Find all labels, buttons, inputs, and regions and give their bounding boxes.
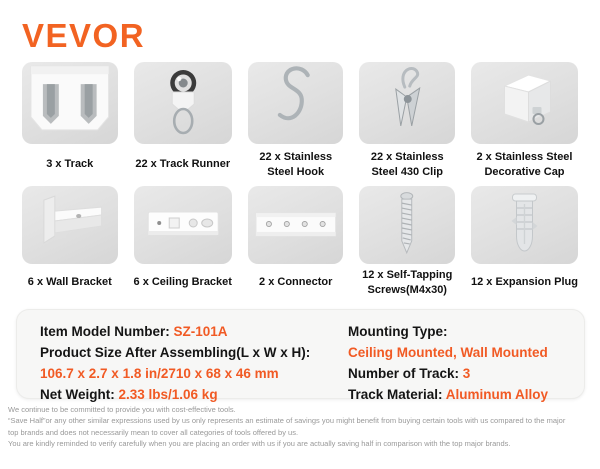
stainless-steel-hook-image	[248, 62, 344, 144]
part-label: 12 x Self-Tapping	[362, 268, 453, 281]
part-label: Steel Hook	[267, 166, 325, 178]
part-label: 22 x Stainless	[259, 150, 333, 163]
decorative-cap-image	[471, 62, 578, 144]
spec-mounting-type-label: Mounting Type:	[348, 324, 448, 339]
part-stainless-steel-hook	[248, 62, 344, 186]
part-wall-bracket	[22, 186, 118, 302]
spec-product-size-label: Product Size After Assembling(L x W x H):	[40, 345, 311, 360]
expansion-plug-image	[471, 186, 578, 264]
part-track	[22, 62, 118, 186]
vevor-logo: VEVOR	[22, 17, 146, 54]
part-label: 22 x Track Runner	[135, 158, 231, 171]
self-tapping-screws-image	[359, 186, 455, 264]
disclaimer-line: top brands and does not necessarily mean to cover all categories of tools offered by us.	[8, 427, 299, 437]
part-label: 22 x Stainless	[370, 150, 444, 163]
stainless-steel-430-clip-image	[359, 62, 455, 144]
part-connector	[248, 186, 344, 302]
part-ceiling-bracket	[134, 186, 232, 302]
part-label: Steel 430 Clip	[371, 166, 444, 178]
vevor-parts-infographic	[0, 19, 600, 450]
spec-box	[16, 309, 585, 402]
part-label: 2 x Connector	[259, 276, 333, 289]
parts-grid	[0, 62, 600, 302]
spec-column-right	[348, 321, 584, 405]
part-expansion-plug	[471, 186, 578, 302]
part-label: 6 x Ceiling Bracket	[133, 276, 232, 289]
connector-image	[248, 186, 344, 264]
part-label: Screws(M4x30)	[367, 284, 447, 296]
spec-mounting-type-value: Ceiling Mounted, Wall Mounted	[348, 345, 548, 360]
part-track-runner	[134, 62, 232, 186]
spec-track-material: Track Material: Aluminum Alloy	[348, 387, 549, 402]
part-label: 2 x Stainless Steel	[476, 150, 573, 163]
disclaimer-line: We continue to be committed to provide you with cost-effective tools.	[8, 405, 236, 414]
disclaimer-line: You are kindly reminded to verify carefully when you are placing an order with us if you are actually saving half in comparison with the top major brands.	[8, 439, 511, 449]
part-label: 6 x Wall Bracket	[27, 276, 112, 289]
spec-number-of-track: Number of Track: 3	[348, 366, 471, 381]
part-stainless-steel-430-clip	[359, 62, 455, 186]
track-image	[22, 62, 118, 144]
part-label: 12 x Expansion Plug	[471, 276, 578, 289]
ceiling-bracket-image	[134, 186, 232, 264]
spec-column-left	[40, 321, 348, 405]
part-label: 3 x Track	[46, 158, 94, 171]
spec-net-weight: Net Weight: 2.33 lbs/1.06 kg	[40, 387, 218, 402]
part-decorative-cap	[471, 62, 578, 186]
part-label: Decorative Cap	[484, 166, 565, 178]
track-runner-image	[134, 62, 232, 144]
spec-product-size-value: 106.7 x 2.7 x 1.8 in/2710 x 68 x 46 mm	[40, 366, 279, 381]
disclaimer-line: “Save Half”or any other similar expressions used by us only represents an estimate of savings you might benefit from buying certain tools with us compared to the major	[8, 416, 566, 426]
footer-disclaimer	[8, 404, 592, 450]
spec-item-model-number: Item Model Number: SZ-101A	[40, 324, 228, 339]
wall-bracket-image	[22, 186, 118, 264]
part-self-tapping-screws	[359, 186, 455, 302]
